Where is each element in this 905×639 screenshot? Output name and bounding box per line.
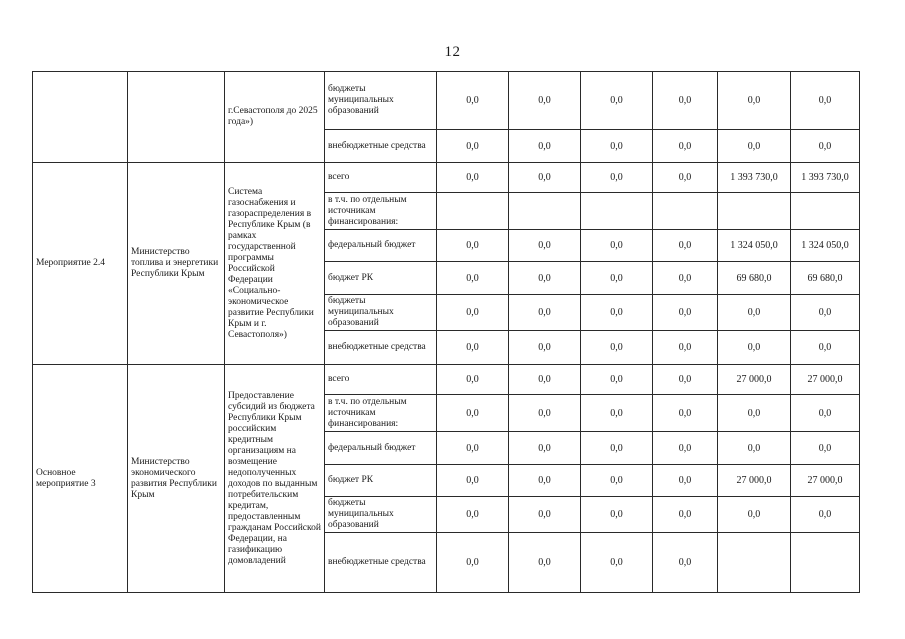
executor-cell [128,72,225,163]
value-cell: 0,0 [581,295,653,331]
value-cell: 0,0 [653,163,718,193]
value-cell: 27 000,0 [791,465,860,497]
funding-source-cell: федеральный бюджет [325,230,437,262]
funding-source-cell: в т.ч. по отдельным источникам финансирования: [325,193,437,230]
executor-cell: Министерство экономического развития Республики Крым [128,365,225,593]
value-cell: 0,0 [437,163,509,193]
value-cell: 0,0 [509,465,581,497]
value-cell: 0,0 [653,130,718,163]
value-cell: 0,0 [653,230,718,262]
funding-source-cell: бюджеты муниципальных образований [325,72,437,130]
value-cell: 0,0 [718,497,791,533]
value-cell [791,193,860,230]
funding-source-cell: внебюджетные средства [325,533,437,593]
value-cell: 0,0 [718,432,791,465]
page-number: 12 [444,44,461,60]
value-cell: 69 680,0 [791,262,860,295]
value-cell: 69 680,0 [718,262,791,295]
value-cell: 1 324 050,0 [791,230,860,262]
event-cell [33,72,128,163]
value-cell: 0,0 [791,497,860,533]
value-cell: 0,0 [581,533,653,593]
value-cell: 0,0 [509,262,581,295]
table-row [33,365,860,395]
value-cell: 0,0 [718,72,791,130]
funding-source-cell: бюджет РК [325,465,437,497]
value-cell: 27 000,0 [718,465,791,497]
funding-source-cell: в т.ч. по отдельным источникам финансирования: [325,395,437,432]
value-cell: 0,0 [581,465,653,497]
value-cell: 0,0 [509,295,581,331]
value-cell: 0,0 [791,130,860,163]
value-cell: 0,0 [718,395,791,432]
value-cell: 0,0 [653,331,718,365]
funding-source-cell: всего [325,163,437,193]
value-cell: 0,0 [581,230,653,262]
value-cell: 0,0 [437,230,509,262]
value-cell: 0,0 [437,533,509,593]
value-cell: 0,0 [718,130,791,163]
value-cell: 0,0 [437,497,509,533]
value-cell: 0,0 [718,295,791,331]
value-cell [509,193,581,230]
funding-source-cell: бюджеты муниципальных образований [325,497,437,533]
value-cell: 0,0 [509,230,581,262]
value-cell: 0,0 [581,130,653,163]
program-name-cell: г.Севастополя до 2025 года») [225,72,325,163]
value-cell: 1 324 050,0 [718,230,791,262]
value-cell: 0,0 [653,465,718,497]
value-cell: 0,0 [791,432,860,465]
budget-table [32,71,860,593]
value-cell: 0,0 [653,395,718,432]
value-cell: 1 393 730,0 [718,163,791,193]
executor-cell: Министерство топлива и энергетики Республики Крым [128,163,225,365]
table-row [33,72,860,130]
program-name-cell: Предоставление субсидий из бюджета Республики Крым российским кредитным организациям на возмещение недополученных доходов по выданным потребительским кредитам, предоставленным гражданам Российской Федерации, на газификацию домовладений [225,365,325,593]
value-cell: 0,0 [437,331,509,365]
value-cell: 0,0 [437,432,509,465]
value-cell: 0,0 [581,365,653,395]
value-cell: 0,0 [653,533,718,593]
value-cell: 0,0 [791,395,860,432]
value-cell: 0,0 [509,533,581,593]
value-cell: 0,0 [509,130,581,163]
program-name-cell: Система газоснабжения и газораспределения в Республике Крым (в рамках государственной программы Российской Федерации «Социально-экономическое развитие Республики Крым и г. Севастополя») [225,163,325,365]
value-cell: 0,0 [509,163,581,193]
value-cell: 0,0 [581,395,653,432]
funding-source-cell: федеральный бюджет [325,432,437,465]
funding-source-cell: всего [325,365,437,395]
value-cell [581,193,653,230]
value-cell: 0,0 [509,497,581,533]
value-cell: 0,0 [791,72,860,130]
value-cell [653,193,718,230]
value-cell: 0,0 [653,295,718,331]
table-row [33,163,860,193]
value-cell: 0,0 [581,331,653,365]
value-cell: 0,0 [653,262,718,295]
value-cell: 0,0 [581,262,653,295]
value-cell: 0,0 [509,432,581,465]
value-cell: 0,0 [581,497,653,533]
funding-source-cell: внебюджетные средства [325,331,437,365]
value-cell: 27 000,0 [791,365,860,395]
value-cell [791,533,860,593]
value-cell: 0,0 [509,395,581,432]
funding-source-cell: бюджет РК [325,262,437,295]
value-cell: 0,0 [437,465,509,497]
value-cell: 0,0 [581,432,653,465]
value-cell: 0,0 [718,331,791,365]
value-cell: 0,0 [437,395,509,432]
value-cell: 0,0 [791,331,860,365]
value-cell: 0,0 [581,72,653,130]
value-cell: 0,0 [581,163,653,193]
value-cell [718,193,791,230]
value-cell: 27 000,0 [718,365,791,395]
value-cell: 0,0 [437,262,509,295]
funding-source-cell: внебюджетные средства [325,130,437,163]
value-cell: 0,0 [653,497,718,533]
event-cell: Основное мероприятие 3 [33,365,128,593]
value-cell [718,533,791,593]
value-cell: 1 393 730,0 [791,163,860,193]
value-cell: 0,0 [437,72,509,130]
value-cell: 0,0 [437,130,509,163]
value-cell: 0,0 [509,72,581,130]
value-cell: 0,0 [791,295,860,331]
value-cell [437,193,509,230]
value-cell: 0,0 [653,72,718,130]
funding-source-cell: бюджеты муниципальных образований [325,295,437,331]
value-cell: 0,0 [509,331,581,365]
event-cell: Мероприятие 2.4 [33,163,128,365]
value-cell: 0,0 [437,295,509,331]
value-cell: 0,0 [509,365,581,395]
value-cell: 0,0 [437,365,509,395]
value-cell: 0,0 [653,432,718,465]
value-cell: 0,0 [653,365,718,395]
